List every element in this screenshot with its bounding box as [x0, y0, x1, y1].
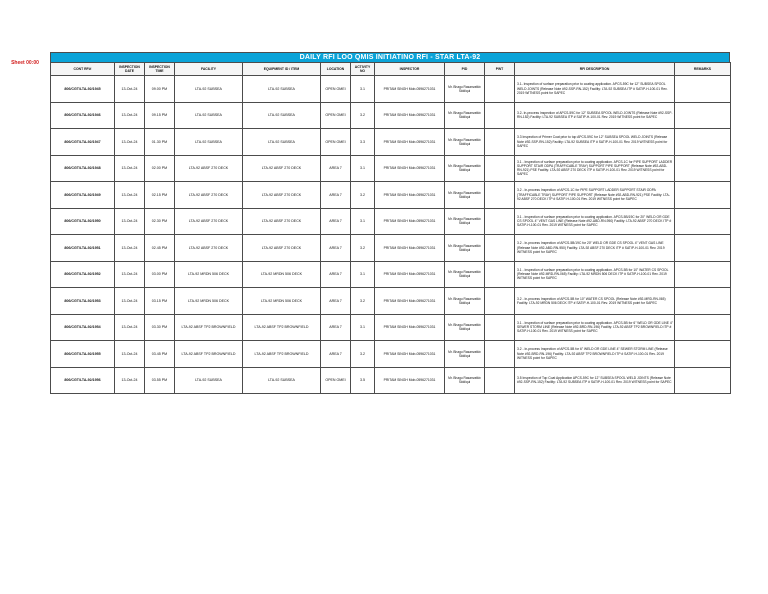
column-header: ACTIVITY NO: [351, 63, 375, 76]
rfi-number-cell: 806/CGT/LTA-92/1950: [51, 208, 115, 235]
location-cell: OPEN OMEI: [321, 102, 351, 129]
inspector-cell: PRITAM SINGH Mob-0596271031: [375, 155, 445, 182]
remarks-cell: [675, 288, 731, 315]
inspection-time-cell: 02.30 PM: [145, 208, 175, 235]
sheet-title: DAILY RFI LOO QMIS INITIATINO RFI - STAR LTA-92: [50, 52, 730, 62]
equipment-item-cell: LTA-92 ABSF 270 DECK: [243, 208, 321, 235]
table-row: [51, 155, 731, 182]
equipment-item-cell: LTA-92 SUBSEA: [243, 367, 321, 394]
column-header: CONT RFI#: [51, 63, 115, 76]
pwt-cell: [485, 208, 515, 235]
remarks-cell: [675, 341, 731, 368]
inspection-date-cell: 13-Oct-24: [115, 261, 145, 288]
pid-cell: Mr. Bhagu Rasanvatkiv Siddiqui: [445, 102, 485, 129]
location-cell: AREA 7: [321, 235, 351, 262]
rfi-number-cell: 806/CGT/LTA-92/1948: [51, 155, 115, 182]
table-row: [51, 102, 731, 129]
facility-cell: LTA-92 ABSF 270 DECK: [175, 235, 243, 262]
column-header: INSPECTION TIME: [145, 63, 175, 76]
facility-cell: LTA-92 MRDN 506 DECK: [175, 288, 243, 315]
facility-cell: LTA-92 ABSF TP2 BROWNFIELD: [175, 314, 243, 341]
inspector-cell: PRITAM SINGH Mob-0596271031: [375, 208, 445, 235]
equipment-item-cell: LTA-92 SUBSEA: [243, 129, 321, 156]
inspector-cell: PRITAM SINGH Mob-0596271031: [375, 341, 445, 368]
facility-cell: LTA-92 SUBSEA: [175, 76, 243, 103]
remarks-cell: [675, 155, 731, 182]
rfi-description-cell: 3.2 - In-process Inspection of APCS-5B/19C for 20" WELD OR GDE CS SPOOL 4" VENT GAS LINE (Release Note #92-ABD-RN-950) Facility: LTA-92 ABSF 270 DECK ITP # SATIP-H-100-01 Rev. 2019 WITNESS point for SAPEC: [515, 235, 675, 262]
inspector-cell: PRITAM SINGH Mob-0596271031: [375, 314, 445, 341]
column-header: REMARKS: [675, 63, 731, 76]
rfi-description-cell: 3.1 - Inspection of surface preparation prior to coating application. APCS-5B/19C for 20" WELD OR GDE CS SPOOL 4" VENT GAS LINE (Release Note #92-ABD-RN-950) Facility: LTA-92 ABSF 270 DECK ITP # SATIP-H-100-01 Rev. 2019 WITNESS point for SAPEC: [515, 208, 675, 235]
activity-no-cell: 3.3: [351, 129, 375, 156]
pid-cell: Mr. Bhagu Rasanvatkiv Siddiqui: [445, 261, 485, 288]
remarks-cell: [675, 129, 731, 156]
inspection-time-cell: 09.00 PM: [145, 76, 175, 103]
activity-no-cell: 3.5: [351, 367, 375, 394]
activity-no-cell: 3.1: [351, 208, 375, 235]
remarks-cell: [675, 314, 731, 341]
column-header: PWT: [485, 63, 515, 76]
rfi-description-cell: 3.1 - Inspection of surface preparation prior to coating application. APCS-1C for PIPE SUPPORT LADDER SUPPORT STAIR ODPA (TRAFFICABLE TRAY) SUPPORT PIPE SUPPORT (Release Note #92-ABD-RN-921) PSE Facility: LTA-92 ABSF 270 DECK ITP # SATIP-H-100-01 Rev. 2019 WITNESS point for SAPEC: [515, 155, 675, 182]
pid-cell: Mr. Bhagu Rasanvatkiv Siddiqui: [445, 155, 485, 182]
remarks-cell: [675, 367, 731, 394]
pwt-cell: [485, 367, 515, 394]
table-row: [51, 235, 731, 262]
activity-no-cell: 3.1: [351, 314, 375, 341]
inspection-date-cell: 13-Oct-24: [115, 367, 145, 394]
inspection-time-cell: 09.15 PM: [145, 102, 175, 129]
inspector-cell: PRITAM SINGH Mob-0596271031: [375, 261, 445, 288]
location-cell: OPEN OMEI: [321, 76, 351, 103]
rfi-description-cell: 3.1 - Inspection of surface preparation prior to coating application. APCS-5B for 10" WATER CS SPOOL (Release Note #92-MRD-RN-065) Facility: LTA-92 MRDN 506 DECK ITP # SATIP-H-100-01 Rev. 2019 WITNESS point for SAPEC: [515, 261, 675, 288]
inspector-cell: PRITAM SINGH Mob-0596271031: [375, 288, 445, 315]
rfi-number-cell: 806/CGT/LTA-92/1956: [51, 367, 115, 394]
inspection-date-cell: 13-Oct-24: [115, 129, 145, 156]
inspection-time-cell: 03.30 PM: [145, 314, 175, 341]
facility-cell: LTA-92 SUBSEA: [175, 102, 243, 129]
rfi-number-cell: 806/CGT/LTA-92/1954: [51, 314, 115, 341]
location-cell: AREA 7: [321, 341, 351, 368]
facility-cell: LTA-92 MRDN 506 DECK: [175, 261, 243, 288]
equipment-item-cell: LTA-92 ABSF 270 DECK: [243, 155, 321, 182]
column-header: LOCATION: [321, 63, 351, 76]
facility-cell: LTA-92 ABSF 270 DECK: [175, 208, 243, 235]
rfi-number-cell: 806/CGT/LTA-92/1951: [51, 235, 115, 262]
rfi-number-cell: 806/CGT/LTA-92/1953: [51, 288, 115, 315]
facility-cell: LTA-92 SUBSEA: [175, 367, 243, 394]
pid-cell: Mr. Bhagu Rasanvatkiv Siddiqui: [445, 129, 485, 156]
inspector-cell: PRITAM SINGH Mob-0596271031: [375, 235, 445, 262]
inspection-date-cell: 13-Oct-24: [115, 288, 145, 315]
inspector-cell: PRITAM SINGH Mob-0596271031: [375, 102, 445, 129]
column-header: PID: [445, 63, 485, 76]
inspection-date-cell: 13-Oct-24: [115, 155, 145, 182]
equipment-item-cell: LTA-92 SUBSEA: [243, 102, 321, 129]
pwt-cell: [485, 76, 515, 103]
table-row: [51, 314, 731, 341]
table-row: [51, 367, 731, 394]
inspector-cell: PRITAM SINGH Mob-0596271031: [375, 76, 445, 103]
rfi-table: [50, 62, 731, 394]
facility-cell: LTA-92 SUBSEA: [175, 129, 243, 156]
inspection-date-cell: 13-Oct-24: [115, 341, 145, 368]
pwt-cell: [485, 314, 515, 341]
activity-no-cell: 3.1: [351, 155, 375, 182]
header-row: [51, 63, 731, 76]
facility-cell: LTA-92 ABSF TP2 BROWNFIELD: [175, 341, 243, 368]
rfi-number-cell: 806/CGT/LTA-92/1947: [51, 129, 115, 156]
inspector-cell: PRITAM SINGH Mob-0596271031: [375, 129, 445, 156]
activity-no-cell: 3.2: [351, 182, 375, 209]
rfi-description-cell: 3.5 Inspection of Top Coat Application APCS-59C for 12" SUBSEA SPOOL WELD JOINTS (Release Note #92-SSP-RN-152) Facility: LTA-92 SUBSEA ITP # SATIP-H-100-01 Rev. 2019 WITNESS point for SAPEC: [515, 367, 675, 394]
table-row: [51, 208, 731, 235]
activity-no-cell: 3.2: [351, 235, 375, 262]
remarks-cell: [675, 261, 731, 288]
remarks-cell: [675, 208, 731, 235]
pid-cell: Mr. Bhagu Rasanvatkiv Siddiqui: [445, 341, 485, 368]
pid-cell: Mr. Bhagu Rasanvatkiv Siddiqui: [445, 367, 485, 394]
inspection-time-cell: 02.15 PM: [145, 182, 175, 209]
rfi-number-cell: 806/CGT/LTA-92/1955: [51, 341, 115, 368]
rfi-number-cell: 806/CGT/LTA-92/1946: [51, 102, 115, 129]
inspection-date-cell: 13-Oct-24: [115, 235, 145, 262]
sheet-side-note: Sheet 00:00: [11, 60, 39, 66]
pwt-cell: [485, 129, 515, 156]
rfi-description-cell: 3.2 - In-process Inspection of APCS-1C for PIPE SUPPORT LADDER SUPPORT STAIR ODPA (TRAFFICABLE TRAY) SUPPORT PIPE SUPPORT (Release Note #92-ABD-RN-921) PSE Facility: LTA-92 ABSF 270 DECK ITP # SATIP-H-100-01 Rev. 2019 WITNESS point for SAPEC: [515, 182, 675, 209]
remarks-cell: [675, 182, 731, 209]
pid-cell: Mr. Bhagu Rasanvatkiv Siddiqui: [445, 235, 485, 262]
equipment-item-cell: LTA-92 MRDN 506 DECK: [243, 288, 321, 315]
activity-no-cell: 3.2: [351, 102, 375, 129]
activity-no-cell: 3.1: [351, 261, 375, 288]
location-cell: AREA 7: [321, 314, 351, 341]
location-cell: AREA 7: [321, 182, 351, 209]
pid-cell: Mr. Bhagu Rasanvatkiv Siddiqui: [445, 288, 485, 315]
rfi-number-cell: 806/CGT/LTA-92/1949: [51, 182, 115, 209]
inspection-time-cell: 02.00 PM: [145, 155, 175, 182]
rfi-description-cell: 3.2- In-process Inspection of APCS-59C for 12" SUBSEA SPOOL WELD JOINTS (Release Note #92-SSP-RN-152) Facility: LTA-92 SUBSEA ITP # SATIP-H-100-01 Rev. 2019 WITNESS point for SAPEC: [515, 102, 675, 129]
column-header: FACILITY: [175, 63, 243, 76]
table-body: [51, 76, 731, 394]
location-cell: AREA 7: [321, 288, 351, 315]
pwt-cell: [485, 182, 515, 209]
inspector-cell: PRITAM SINGH Mob-0596271031: [375, 367, 445, 394]
remarks-cell: [675, 76, 731, 103]
inspection-time-cell: 01.30 PM: [145, 129, 175, 156]
rfi-description-cell: 3.3 Inspection of Primer Coat prior to top APCS-59C for 12" SUBSEA SPOOL WELD JOINTS (Release Note #92-SSP-RN-152) Facility: LTA-92 SUBSEA ITP # SATIP-H-100-01 Rev. 2019 WITNESS point for SAPEC: [515, 129, 675, 156]
pwt-cell: [485, 235, 515, 262]
pid-cell: Mr. Bhagu Rasanvatkiv Siddiqui: [445, 208, 485, 235]
inspection-date-cell: 13-Oct-24: [115, 76, 145, 103]
equipment-item-cell: LTA-92 MRDN 506 DECK: [243, 261, 321, 288]
column-header: EQUIPMENT ID / ITEM: [243, 63, 321, 76]
location-cell: OPEN OMEI: [321, 129, 351, 156]
inspection-time-cell: 03.15 PM: [145, 288, 175, 315]
pwt-cell: [485, 102, 515, 129]
column-header: INSPECTOR: [375, 63, 445, 76]
rfi-number-cell: 806/CGT/LTA-92/1945: [51, 76, 115, 103]
column-header: INSPECTION DATE: [115, 63, 145, 76]
activity-no-cell: 3.2: [351, 288, 375, 315]
equipment-item-cell: LTA-92 ABSF 270 DECK: [243, 235, 321, 262]
table-row: [51, 288, 731, 315]
inspection-time-cell: 03.55 PM: [145, 367, 175, 394]
rfi-description-cell: 3.2 - In-process Inspection of APCS-5B for 10" WATER CS SPOOL (Release Note #92-MRD-RN-065) Facility: LTA-92 MRDN 506 DECK ITP # SATIP-H-100-01 Rev. 2019 WITNESS point for SAPEC: [515, 288, 675, 315]
rfi-number-cell: 806/CGT/LTA-92/1952: [51, 261, 115, 288]
activity-no-cell: 3.2: [351, 341, 375, 368]
inspection-time-cell: 02.45 PM: [145, 235, 175, 262]
table-row: [51, 341, 731, 368]
table-row: [51, 261, 731, 288]
pid-cell: Mr. Bhagu Rasanvatkiv Siddiqui: [445, 314, 485, 341]
remarks-cell: [675, 235, 731, 262]
location-cell: AREA 7: [321, 208, 351, 235]
inspection-time-cell: 03.45 PM: [145, 341, 175, 368]
remarks-cell: [675, 102, 731, 129]
pwt-cell: [485, 155, 515, 182]
inspection-date-cell: 13-Oct-24: [115, 208, 145, 235]
location-cell: AREA 7: [321, 155, 351, 182]
location-cell: OPEN OMEI: [321, 367, 351, 394]
rfi-description-cell: 3.2 - In-process Inspection of APCS-5B for 6" WELD OR GDE LINE 4" SEWER STORM LINE (Release Note #92-BRD-RN-196) Facility: LTA-92 ABSF TP2 BROWNFIELD ITP # SATIP-H-100-01 Rev. 2019 WITNESS point for SAPEC: [515, 341, 675, 368]
facility-cell: LTA-92 ABSF 270 DECK: [175, 155, 243, 182]
location-cell: AREA 7: [321, 261, 351, 288]
pid-cell: Mr. Bhagu Rasanvatkiv Siddiqui: [445, 182, 485, 209]
activity-no-cell: 3.1: [351, 76, 375, 103]
equipment-item-cell: LTA-92 ABSF 270 DECK: [243, 182, 321, 209]
inspection-date-cell: 13-Oct-24: [115, 182, 145, 209]
rfi-description-cell: 3.1- Inspection of surface preparation prior to coating application. APCS-59C for 12" SUBSEA SPOOL WELD JOINTS (Release Note #92-SSP-RN-152) Facility: LTA-92 SUBSEA ITP # SATIP-H-100-01 Rev. 2019 WITNESS point for SAPEC: [515, 76, 675, 103]
rfi-description-cell: 3.1 - Inspection of surface preparation prior to coating application. APCS-5B for 6" WELD OR GDE LINE 4" SEWER STORM LINE (Release Note #92-BRD-RN-196) Facility: LTA-92 ABSF TP2 BROWNFIELD ITP # SATIP-H-100-01 Rev. 2019 WITNESS point for SAPEC: [515, 314, 675, 341]
rfi-sheet: [50, 52, 730, 394]
equipment-item-cell: LTA-92 ABSF TP2 BROWNFIELD: [243, 314, 321, 341]
pwt-cell: [485, 288, 515, 315]
column-header: RFI DESCRIPTION: [515, 63, 675, 76]
table-row: [51, 76, 731, 103]
inspection-date-cell: 13-Oct-24: [115, 102, 145, 129]
table-row: [51, 129, 731, 156]
pwt-cell: [485, 261, 515, 288]
pwt-cell: [485, 341, 515, 368]
facility-cell: LTA-92 ABSF 270 DECK: [175, 182, 243, 209]
pid-cell: Mr. Bhagu Rasanvatkiv Siddiqui: [445, 76, 485, 103]
table-row: [51, 182, 731, 209]
inspector-cell: PRITAM SINGH Mob-0596271031: [375, 182, 445, 209]
inspection-date-cell: 13-Oct-24: [115, 314, 145, 341]
equipment-item-cell: LTA-92 SUBSEA: [243, 76, 321, 103]
equipment-item-cell: LTA-92 ABSF TP2 BROWNFIELD: [243, 341, 321, 368]
inspection-time-cell: 03.00 PM: [145, 261, 175, 288]
